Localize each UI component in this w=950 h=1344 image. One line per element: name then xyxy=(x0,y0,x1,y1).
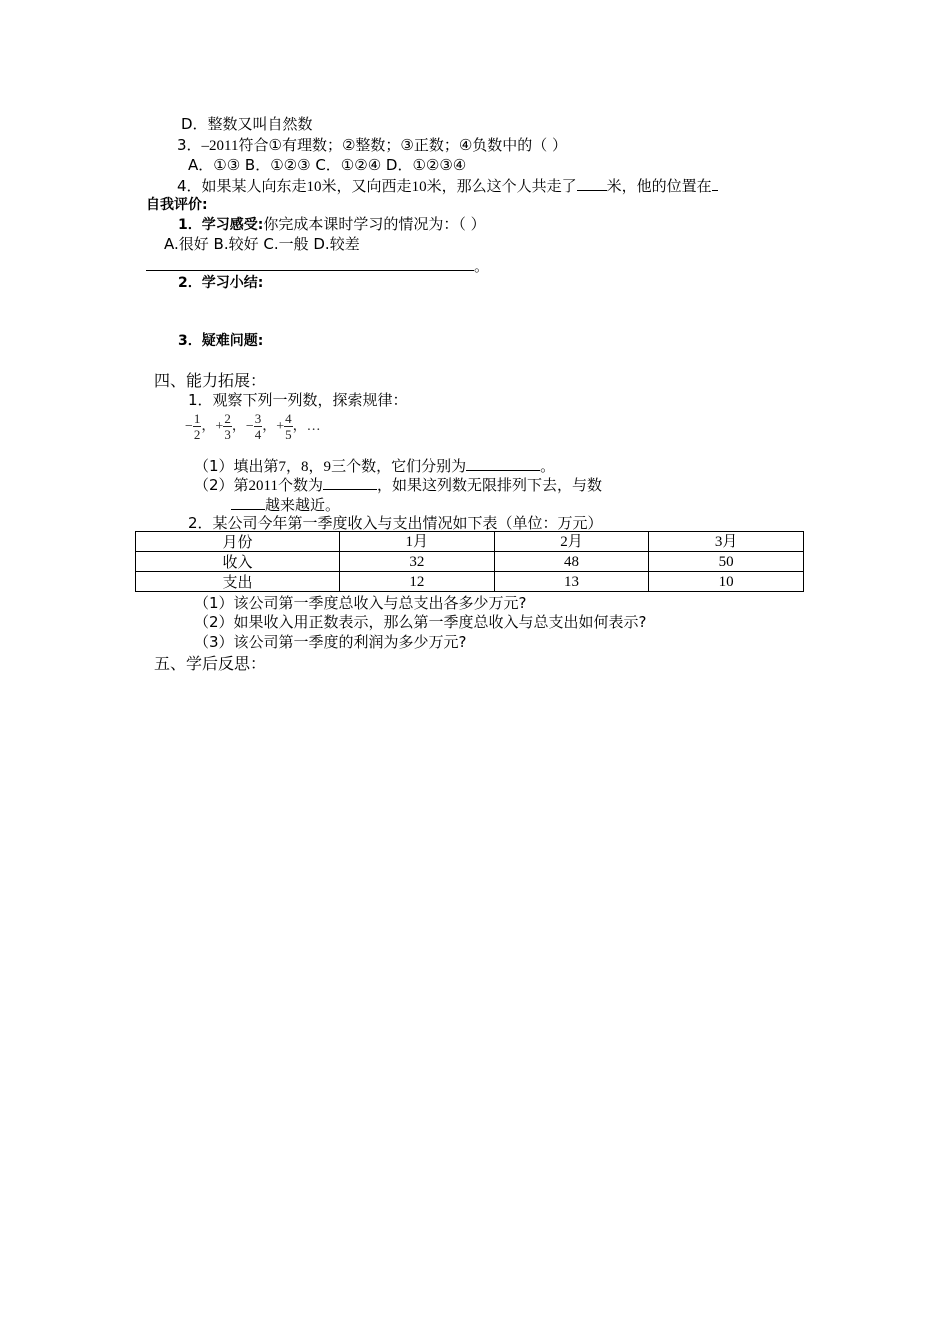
q4-mid-1: 米，又向西走 xyxy=(321,177,412,195)
q4-num-1: 10 xyxy=(306,179,322,195)
seq-term-4-den: 5 xyxy=(285,427,292,443)
seq-ellipsis: … xyxy=(306,419,321,434)
table-header-cell-text: 1月 xyxy=(405,534,429,550)
self-eval-item-1-label: 1．学习感受: xyxy=(178,217,264,233)
q4-prefix: 4．如果某人向东走 xyxy=(177,177,307,195)
s4-q1-sub1-end: 。 xyxy=(540,457,556,475)
self-eval-line-end: 。 xyxy=(474,257,490,275)
q3-number: –2011 xyxy=(201,138,239,154)
table-header-cell: 月份 xyxy=(136,532,340,552)
table-row xyxy=(136,572,804,592)
seq-sep-3: ， xyxy=(262,419,277,434)
self-eval-item-1 xyxy=(178,214,486,235)
s4-q1-sub2-c: ，如果这列数无限排列下去，与数 xyxy=(377,476,603,494)
seq-term-2-fraction xyxy=(223,411,232,442)
q2-option-d: D．整数又叫自然数 xyxy=(181,115,313,133)
number-sequence xyxy=(185,410,321,444)
seq-term-4-sign: + xyxy=(276,419,285,434)
table-header-cell xyxy=(494,532,649,552)
q4-mid-2: 米，那么这个人共走了 xyxy=(426,177,577,195)
seq-sep-2: ， xyxy=(231,419,246,434)
q4-mid-3: 米，他的位置在 xyxy=(606,177,712,195)
s4-q1-sub2-d: 越来越近。 xyxy=(265,496,341,514)
section-4-heading: 四、能力拓展： xyxy=(154,371,267,390)
table-cell: 13 xyxy=(494,572,649,592)
s4-q1-sub2-blank-1[interactable] xyxy=(323,474,377,490)
table-header-cell xyxy=(339,532,494,552)
s4-q2-sub2: （2）如果收入用正数表示，那么第一季度总收入与总支出如何表示? xyxy=(194,613,647,631)
q3-line xyxy=(177,135,567,156)
self-eval-options: A.很好 B.较好 C.一般 D.较差 xyxy=(164,235,360,253)
s4-q1-sub2-blank-2[interactable] xyxy=(231,494,265,510)
s4-q1-intro: 1．观察下列一列数，探索规律： xyxy=(188,391,408,409)
q3-prefix: 3． xyxy=(177,136,202,154)
seq-term-2-num: 2 xyxy=(224,411,231,427)
table-header-row xyxy=(136,532,804,552)
seq-term-4-fraction xyxy=(284,411,293,442)
table-header-cell xyxy=(649,532,804,552)
table-cell: 12 xyxy=(339,572,494,592)
seq-term-3-num: 3 xyxy=(254,411,262,427)
self-eval-item-2: 2．学习小结: xyxy=(178,275,264,291)
seq-sep-4: ， xyxy=(292,419,307,434)
table-cell: 32 xyxy=(339,552,494,572)
seq-term-2-den: 3 xyxy=(224,427,231,443)
seq-term-2-sign: + xyxy=(215,419,224,434)
self-eval-item-3: 3．疑难问题: xyxy=(178,333,264,349)
seq-term-3-sign: − xyxy=(245,419,254,434)
table-row xyxy=(136,552,804,572)
s4-q1-sub1-b: 三个数，它们分别为 xyxy=(331,457,467,475)
seq-term-1-num: 1 xyxy=(193,411,201,427)
table-cell: 收入 xyxy=(136,552,340,572)
self-eval-item-1-text: 你完成本课时学习的情况为：（ ） xyxy=(263,215,486,233)
s4-q1-sub2-cont xyxy=(231,494,340,515)
section-5-heading: 五、学后反思： xyxy=(154,654,267,673)
q4-blank-position[interactable] xyxy=(712,175,718,191)
table-cell: 支出 xyxy=(136,572,340,592)
seq-term-1-sign: − xyxy=(185,419,193,434)
table-cell: 48 xyxy=(494,552,649,572)
s4-q1-sub1-nums: 7，8，9 xyxy=(278,459,332,475)
s4-q2-sub3: （3）该公司第一季度的利润为多少万元? xyxy=(194,633,467,651)
table-cell: 50 xyxy=(649,552,804,572)
q3-text: 符合①有理数；②整数；③正数；④负数中的（ ） xyxy=(238,136,568,154)
seq-term-3-fraction xyxy=(254,411,263,442)
seq-term-1-den: 2 xyxy=(193,427,201,443)
s4-q2-sub1: （1）该公司第一季度总收入与总支出各多少万元? xyxy=(194,594,527,612)
self-eval-heading: 自我评价: xyxy=(146,197,208,213)
s4-q1-sub2-num: 2011 xyxy=(248,478,278,494)
q3-options: A．①③ B．①②③ C．①②④ D．①②③④ xyxy=(188,156,467,174)
s4-q1-sub2 xyxy=(194,474,602,496)
s4-q1-sub2-a: （2）第 xyxy=(194,476,249,494)
s4-q1-sub1-a: （1）填出第 xyxy=(194,457,279,475)
q4-line xyxy=(177,175,718,197)
s4-q1-sub2-b: 个数为 xyxy=(278,476,324,494)
income-expense-table xyxy=(135,531,804,592)
table-header-cell-text: 2月 xyxy=(560,534,583,550)
self-eval-answer-line[interactable] xyxy=(146,258,474,271)
s4-q1-sub1-blank[interactable] xyxy=(466,455,540,471)
seq-sep-1: ， xyxy=(201,419,216,434)
seq-term-3-den: 4 xyxy=(254,427,262,443)
q4-blank-distance[interactable] xyxy=(577,175,607,191)
seq-term-4-num: 4 xyxy=(285,411,292,427)
s4-q2-intro: 2．某公司今年第一季度收入与支出情况如下表（单位：万元） xyxy=(188,514,603,532)
table-cell: 10 xyxy=(649,572,804,592)
q4-num-2: 10 xyxy=(411,179,427,195)
table-header-cell-text: 3月 xyxy=(714,534,738,550)
